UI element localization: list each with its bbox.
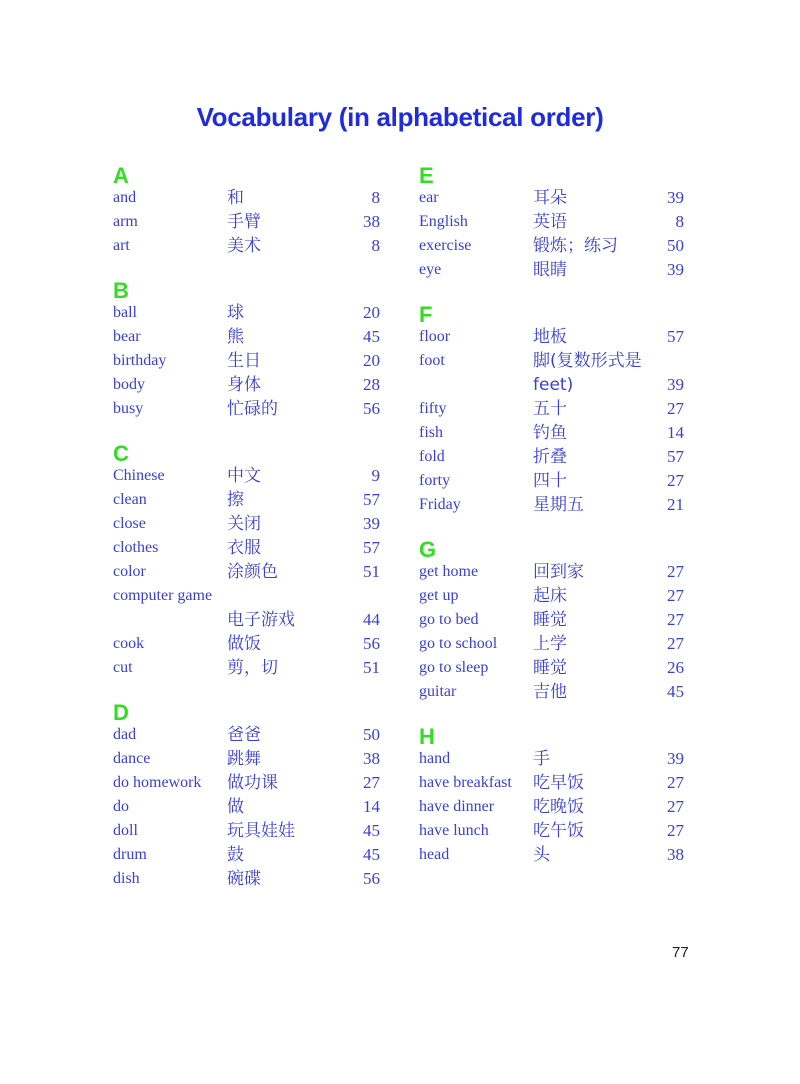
english-word: have breakfast bbox=[419, 774, 512, 791]
page-reference: 56 bbox=[363, 634, 380, 653]
english-word: get home bbox=[419, 563, 479, 580]
section-letter: D bbox=[113, 700, 129, 725]
page-reference: 21 bbox=[667, 495, 684, 514]
english-word: arm bbox=[113, 213, 138, 230]
vocab-entry bbox=[419, 747, 687, 771]
page-reference: 39 bbox=[363, 514, 380, 533]
page-reference: 27 bbox=[667, 562, 684, 581]
chinese-meaning: 鼓 bbox=[227, 845, 244, 865]
page-reference: 57 bbox=[363, 490, 380, 509]
english-word: ear bbox=[419, 189, 439, 206]
chinese-meaning: 涂颜色 bbox=[227, 562, 278, 582]
english-word: dad bbox=[113, 726, 137, 743]
page-reference: 39 bbox=[667, 260, 684, 279]
chinese-meaning: 身体 bbox=[227, 375, 261, 395]
page-reference: 57 bbox=[667, 447, 684, 466]
page-reference: 27 bbox=[667, 399, 684, 418]
vocab-entry bbox=[113, 488, 388, 512]
page-reference: 45 bbox=[363, 845, 380, 864]
vocab-entry bbox=[419, 325, 687, 349]
page-reference: 14 bbox=[667, 423, 684, 442]
page-reference: 56 bbox=[363, 869, 380, 888]
chinese-meaning: 和 bbox=[227, 188, 244, 208]
vocab-entry bbox=[113, 210, 388, 234]
section-f bbox=[419, 302, 687, 517]
vocab-entry bbox=[113, 632, 388, 656]
vocab-entry bbox=[113, 843, 388, 867]
chinese-meaning: 手 bbox=[533, 749, 550, 769]
chinese-meaning: 上学 bbox=[533, 634, 567, 654]
vocab-entry bbox=[419, 608, 687, 632]
section-b bbox=[113, 278, 388, 421]
vocab-entry bbox=[113, 234, 388, 258]
english-word: fifty bbox=[419, 400, 447, 417]
vocab-entry bbox=[113, 584, 388, 608]
vocab-entry bbox=[113, 723, 388, 747]
chinese-meaning: 回到家 bbox=[533, 562, 584, 582]
english-word: guitar bbox=[419, 683, 457, 700]
page-reference: 9 bbox=[371, 466, 380, 485]
vocab-entry bbox=[419, 843, 687, 867]
english-word: birthday bbox=[113, 352, 167, 369]
page-reference: 27 bbox=[667, 610, 684, 629]
english-word: clothes bbox=[113, 539, 159, 556]
english-word: cook bbox=[113, 635, 145, 652]
page-reference: 27 bbox=[667, 634, 684, 653]
page-reference: 56 bbox=[363, 399, 380, 418]
page-reference: 45 bbox=[363, 327, 380, 346]
page-reference: 8 bbox=[371, 236, 380, 255]
page-reference: 38 bbox=[363, 212, 380, 231]
chinese-meaning: 钓鱼 bbox=[533, 423, 567, 443]
page-reference: 38 bbox=[363, 749, 380, 768]
chinese-meaning: 耳朵 bbox=[533, 188, 567, 208]
vocab-entry bbox=[419, 560, 687, 584]
vocab-entry bbox=[419, 819, 687, 843]
english-word: fish bbox=[419, 424, 443, 441]
english-word: and bbox=[113, 189, 137, 206]
chinese-meaning: feet) bbox=[533, 375, 574, 395]
vocab-entry bbox=[419, 469, 687, 493]
english-word: go to sleep bbox=[419, 659, 489, 676]
page-reference: 51 bbox=[363, 562, 380, 581]
english-word: ball bbox=[113, 304, 137, 321]
chinese-meaning: 中文 bbox=[227, 466, 261, 486]
chinese-meaning: 吃早饭 bbox=[533, 773, 584, 793]
english-word: clean bbox=[113, 491, 147, 508]
vocab-entry bbox=[419, 210, 687, 234]
english-word: fold bbox=[419, 448, 445, 465]
chinese-meaning: 关闭 bbox=[227, 514, 261, 534]
page-reference: 57 bbox=[363, 538, 380, 557]
english-word: do homework bbox=[113, 774, 202, 791]
english-word: foot bbox=[419, 352, 445, 369]
english-word: busy bbox=[113, 400, 144, 417]
page-reference: 45 bbox=[363, 821, 380, 840]
chinese-meaning: 折叠 bbox=[533, 447, 567, 467]
chinese-meaning: 做饭 bbox=[227, 634, 261, 654]
page-reference: 20 bbox=[363, 351, 380, 370]
english-word: color bbox=[113, 563, 146, 580]
vocab-entry bbox=[113, 771, 388, 795]
chinese-meaning: 忙碌的 bbox=[227, 399, 278, 419]
page-reference: 39 bbox=[667, 749, 684, 768]
section-h bbox=[419, 724, 687, 867]
page-reference: 45 bbox=[667, 682, 684, 701]
page-reference: 51 bbox=[363, 658, 380, 677]
english-word: do bbox=[113, 798, 129, 815]
vocab-entry bbox=[113, 560, 388, 584]
chinese-meaning: 玩具娃娃 bbox=[227, 821, 295, 841]
page-reference: 8 bbox=[675, 212, 684, 231]
chinese-meaning: 眼睛 bbox=[533, 260, 567, 280]
vocab-entry bbox=[113, 373, 388, 397]
chinese-meaning: 球 bbox=[227, 303, 244, 323]
english-word: art bbox=[113, 237, 130, 254]
page-reference: 27 bbox=[667, 821, 684, 840]
vocab-entry bbox=[113, 747, 388, 771]
vocab-entry bbox=[419, 373, 687, 397]
section-e bbox=[419, 163, 687, 282]
english-word: go to bed bbox=[419, 611, 479, 628]
vocab-entry bbox=[419, 349, 687, 373]
chinese-meaning: 吉他 bbox=[533, 682, 567, 702]
chinese-meaning: 睡觉 bbox=[533, 610, 567, 630]
vocab-entry bbox=[419, 632, 687, 656]
chinese-meaning: 爸爸 bbox=[227, 725, 261, 745]
vocab-entry bbox=[113, 656, 388, 680]
chinese-meaning: 碗碟 bbox=[227, 869, 261, 889]
chinese-meaning: 吃晚饭 bbox=[533, 797, 584, 817]
english-word: bear bbox=[113, 328, 141, 345]
english-word: exercise bbox=[419, 237, 472, 254]
vocab-entry bbox=[419, 771, 687, 795]
english-word: Chinese bbox=[113, 467, 165, 484]
vocab-entry bbox=[113, 325, 388, 349]
page-number: 77 bbox=[672, 944, 689, 961]
english-word: English bbox=[419, 213, 468, 230]
vocab-entry bbox=[113, 301, 388, 325]
page-reference: 14 bbox=[363, 797, 380, 816]
english-word: forty bbox=[419, 472, 451, 489]
vocab-entry bbox=[113, 795, 388, 819]
page-reference: 27 bbox=[667, 471, 684, 490]
vocab-entry bbox=[113, 536, 388, 560]
page-reference: 57 bbox=[667, 327, 684, 346]
english-word: close bbox=[113, 515, 146, 532]
vocab-entry bbox=[113, 349, 388, 373]
chinese-meaning: 五十 bbox=[533, 399, 567, 419]
chinese-meaning: 头 bbox=[533, 845, 550, 865]
page-reference: 27 bbox=[667, 773, 684, 792]
page-reference: 20 bbox=[363, 303, 380, 322]
section-letter: E bbox=[419, 163, 434, 188]
section-a bbox=[113, 163, 388, 258]
english-word: dish bbox=[113, 870, 140, 887]
vocab-entry bbox=[419, 445, 687, 469]
english-word: head bbox=[419, 846, 450, 863]
chinese-meaning: 起床 bbox=[533, 586, 567, 606]
english-word: cut bbox=[113, 659, 133, 676]
chinese-meaning: 做功课 bbox=[227, 773, 278, 793]
english-word: hand bbox=[419, 750, 451, 767]
english-word: eye bbox=[419, 261, 442, 278]
chinese-meaning: 星期五 bbox=[533, 495, 584, 515]
chinese-meaning: 锻炼；练习 bbox=[533, 236, 618, 256]
vocab-entry bbox=[113, 464, 388, 488]
chinese-meaning: 生日 bbox=[227, 351, 261, 371]
section-letter: H bbox=[419, 724, 435, 749]
page-reference: 8 bbox=[371, 188, 380, 207]
page-reference: 44 bbox=[363, 610, 380, 629]
vocab-entry bbox=[419, 234, 687, 258]
chinese-meaning: 做 bbox=[227, 797, 244, 817]
page-reference: 27 bbox=[667, 797, 684, 816]
english-word: get up bbox=[419, 587, 459, 604]
vocab-entry bbox=[419, 421, 687, 445]
vocab-entry bbox=[419, 795, 687, 819]
english-word: have lunch bbox=[419, 822, 489, 839]
section-letter: C bbox=[113, 441, 129, 466]
page-reference: 39 bbox=[667, 188, 684, 207]
chinese-meaning: 熊 bbox=[227, 327, 244, 347]
vocab-entry bbox=[113, 867, 388, 891]
vocab-entry bbox=[419, 186, 687, 210]
vocabulary-column-right bbox=[419, 163, 687, 887]
vocab-entry bbox=[419, 258, 687, 282]
vocab-entry bbox=[113, 186, 388, 210]
chinese-meaning: 擦 bbox=[227, 490, 244, 510]
english-word: computer game bbox=[113, 587, 213, 604]
section-g bbox=[419, 537, 687, 704]
vocab-entry bbox=[419, 493, 687, 517]
page-title: Vocabulary (in alphabetical order) bbox=[196, 102, 604, 132]
section-letter: A bbox=[113, 163, 129, 188]
page-reference: 28 bbox=[363, 375, 380, 394]
chinese-meaning: 四十 bbox=[533, 471, 567, 491]
chinese-meaning: 电子游戏 bbox=[227, 610, 295, 630]
vocabulary-column-left bbox=[113, 163, 388, 911]
page-reference: 50 bbox=[363, 725, 380, 744]
vocab-entry bbox=[113, 512, 388, 536]
chinese-meaning: 美术 bbox=[227, 236, 261, 256]
english-word: floor bbox=[419, 328, 451, 345]
english-word: go to school bbox=[419, 635, 498, 652]
chinese-meaning: 手臂 bbox=[227, 212, 261, 232]
chinese-meaning: 吃午饭 bbox=[533, 821, 584, 841]
page-reference: 27 bbox=[363, 773, 380, 792]
english-word: body bbox=[113, 376, 145, 393]
english-word: drum bbox=[113, 846, 147, 863]
chinese-meaning: 地板 bbox=[533, 327, 567, 347]
section-letter: G bbox=[419, 537, 437, 562]
chinese-meaning: 英语 bbox=[533, 212, 567, 232]
vocab-entry bbox=[113, 608, 388, 632]
page-reference: 38 bbox=[667, 845, 684, 864]
page-reference: 27 bbox=[667, 586, 684, 605]
page-reference: 50 bbox=[667, 236, 684, 255]
vocab-entry bbox=[419, 397, 687, 421]
section-letter: F bbox=[419, 302, 433, 327]
english-word: dance bbox=[113, 750, 151, 767]
english-word: Friday bbox=[419, 496, 461, 513]
chinese-meaning: 衣服 bbox=[227, 538, 261, 558]
section-c bbox=[113, 441, 388, 680]
chinese-meaning: 睡觉 bbox=[533, 658, 567, 678]
chinese-meaning: 剪，切 bbox=[227, 658, 278, 678]
page-reference: 26 bbox=[667, 658, 684, 677]
page-reference: 39 bbox=[667, 375, 684, 394]
chinese-meaning: 脚(复数形式是 bbox=[533, 351, 642, 371]
vocab-entry bbox=[113, 397, 388, 421]
vocab-entry bbox=[419, 680, 687, 704]
vocab-entry bbox=[113, 819, 388, 843]
vocab-entry bbox=[419, 584, 687, 608]
english-word: have dinner bbox=[419, 798, 495, 815]
section-letter: B bbox=[113, 278, 129, 303]
section-d bbox=[113, 700, 388, 891]
chinese-meaning: 跳舞 bbox=[227, 749, 261, 769]
vocab-entry bbox=[419, 656, 687, 680]
english-word: doll bbox=[113, 822, 138, 839]
